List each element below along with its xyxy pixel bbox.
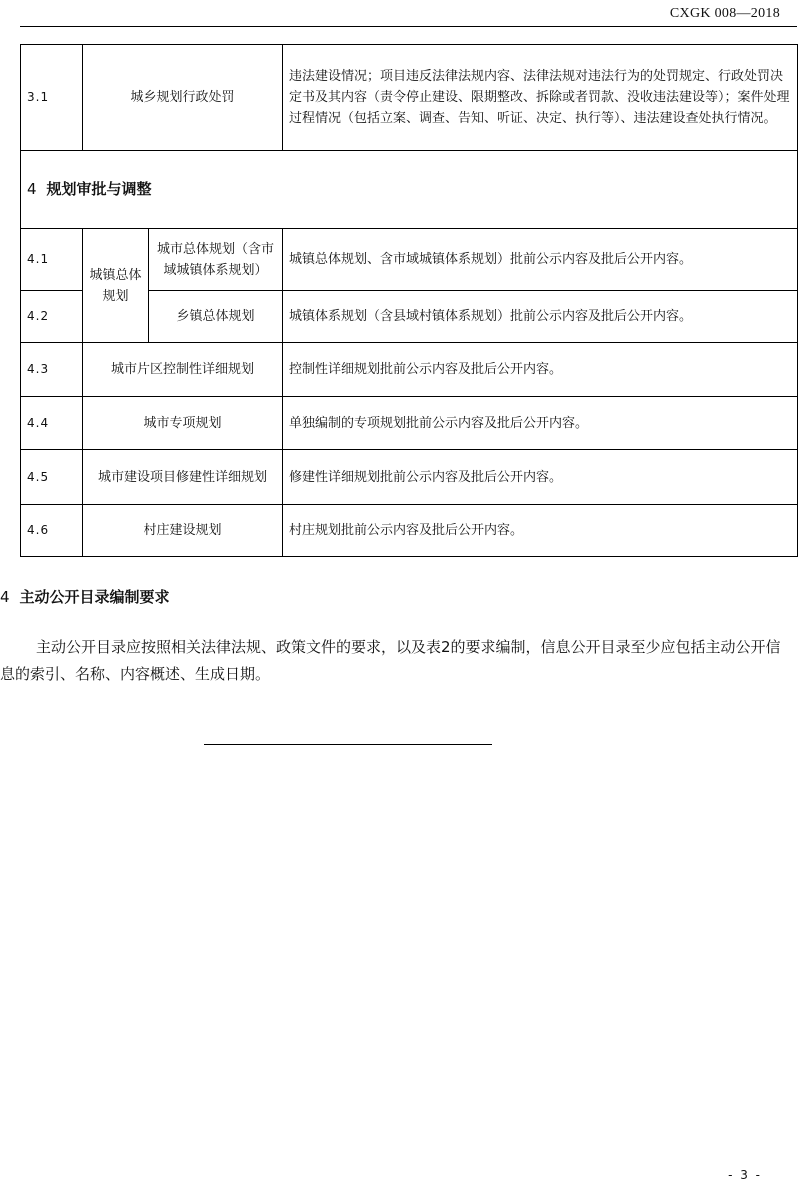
row-description: 违法建设情况；项目违反法律法规内容、法律法规对违法行为的处罚规定、行政处罚决定书及其内容（责令停止建设、限期整改、拆除或者罚款、没收违法建设等）；案件处理过程情况（包括立案、调查、告知、听证、决定、执行等）、违法建设查处执行情况。: [283, 45, 798, 151]
row-item-name: 城市建设项目修建性详细规划: [83, 450, 283, 505]
table-row: [21, 505, 798, 557]
section-number: 4: [27, 180, 37, 198]
group-label: 城镇总体规划: [83, 229, 149, 343]
table-row: [21, 450, 798, 505]
row-description: 城镇体系规划（含县域村镇体系规划）批前公示内容及批后公开内容。: [283, 291, 798, 343]
section-title-cell: [21, 151, 798, 229]
section-title: 规划审批与调整: [46, 180, 152, 198]
row-description: 村庄规划批前公示内容及批后公开内容。: [283, 505, 798, 557]
row-item-name: 村庄建设规划: [83, 505, 283, 557]
section-heading-title: 主动公开目录编制要求: [19, 588, 170, 606]
table-row: [21, 229, 798, 291]
table-row: [21, 343, 798, 397]
disclosure-table: [20, 44, 798, 557]
row-item-name: 乡镇总体规划: [149, 291, 283, 343]
row-item-name: 城市总体规划（含市域城镇体系规划）: [149, 229, 283, 291]
row-number: 4.4: [21, 397, 83, 450]
document-code: CXGK 008—2018: [669, 6, 780, 21]
row-number: 4.1: [21, 229, 83, 291]
table-section-row: [21, 151, 798, 229]
section-heading-number: 4: [0, 588, 10, 606]
end-of-text-rule: [204, 744, 492, 745]
section-heading: [0, 586, 170, 607]
table-row: [21, 397, 798, 450]
row-description: 修建性详细规划批前公示内容及批后公开内容。: [283, 450, 798, 505]
row-number: 4.3: [21, 343, 83, 397]
row-number: 4.6: [21, 505, 83, 557]
row-number: 3.1: [21, 45, 83, 151]
table-row: [21, 45, 798, 151]
page-number: - 3 -: [728, 1168, 762, 1182]
row-number: 4.2: [21, 291, 83, 343]
body-paragraph: 主动公开目录应按照相关法律法规、政策文件的要求，以及表2的要求编制，信息公开目录至少应包括主动公开信息的索引、名称、内容概述、生成日期。: [0, 638, 781, 683]
row-item-name: 城市片区控制性详细规划: [83, 343, 283, 397]
row-number: 4.5: [21, 450, 83, 505]
row-item-name: 城市专项规划: [83, 397, 283, 450]
row-description: 城镇总体规划、含市域城镇体系规划）批前公示内容及批后公开内容。: [283, 229, 798, 291]
header-rule: [20, 26, 797, 27]
row-description: 单独编制的专项规划批前公示内容及批后公开内容。: [283, 397, 798, 450]
row-description: 控制性详细规划批前公示内容及批后公开内容。: [283, 343, 798, 397]
row-item-name: 城乡规划行政处罚: [83, 45, 283, 151]
